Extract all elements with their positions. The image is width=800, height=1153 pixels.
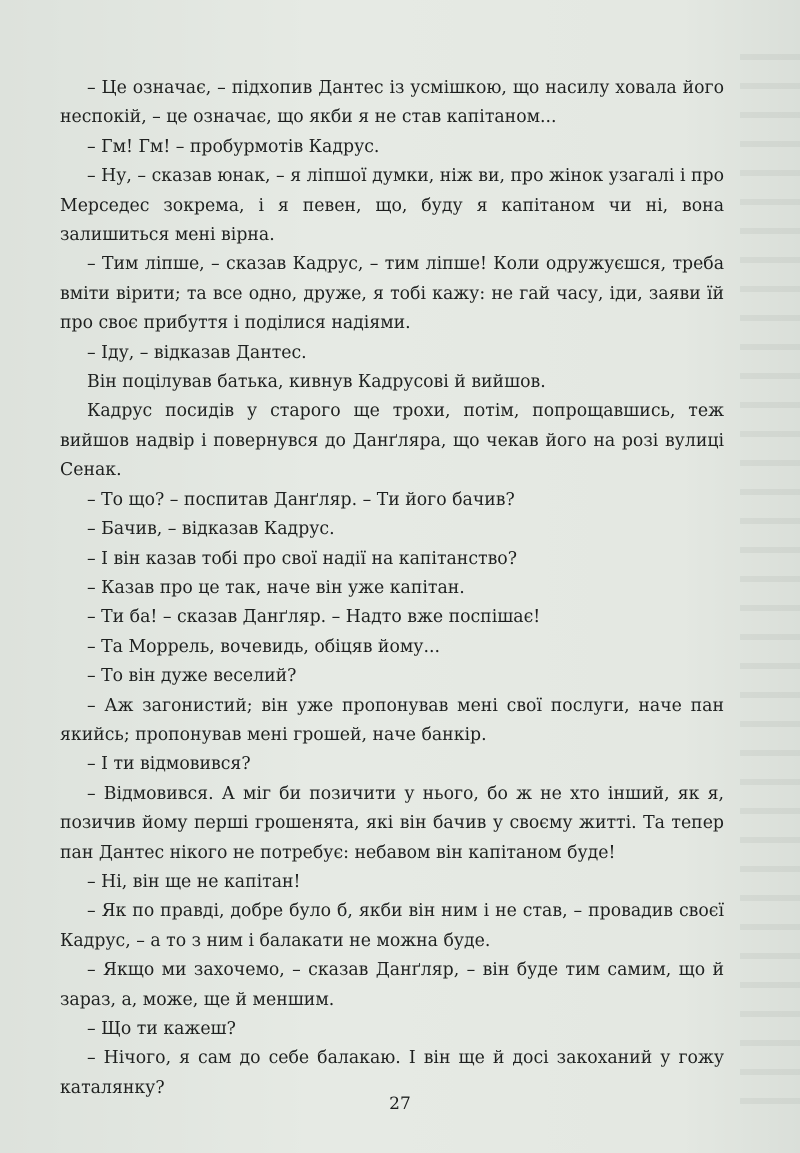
paragraph: – Це означає, – підхопив Дантес із усмішкою, що насилу ховала його неспокій, – це означає, що якби я не став капітаном...	[60, 78, 724, 128]
paragraph: – І він казав тобі про свої надії на капітанство?	[87, 548, 517, 569]
paragraph: – Ну, – сказав юнак, – я ліпшої думки, ніж ви, про жінок узагалі і про Мерседес зокрема, і я певен, що, буду я капітаном чи ні, вона залишиться мені вірна.	[60, 166, 724, 246]
paragraph: – То що? – поспитав Данґляр. – Ти його бачив?	[87, 489, 515, 510]
paragraph: – Бачив, – відказав Кадрус.	[87, 519, 335, 540]
paragraph: – Ні, він ще не капітан!	[87, 871, 301, 892]
paragraph: – Як по правді, добре було б, якби він ним і не став, – провадив своєї Кадрус, – а то з ним і балакати не можна буде.	[60, 901, 724, 951]
facing-page-bleed	[740, 40, 800, 1120]
paragraph: – Іду, – відказав Дантес.	[87, 342, 307, 363]
paragraph: – Тим ліпше, – сказав Кадрус, – тим ліпше! Коли одружуєшся, треба вміти вірити; та все одно, друже, я тобі кажу: не гай часу, іди, заяви їй про своє прибуття і поділися надіями.	[60, 254, 724, 334]
paragraph: – Якщо ми захочемо, – сказав Данґляр, – він буде тим самим, що й зараз, а, може, ще й меншим.	[60, 960, 724, 1010]
paragraph: – І ти відмовився?	[87, 754, 251, 775]
paragraph: – Що ти кажеш?	[87, 1019, 236, 1039]
page-text	[60, 74, 724, 1103]
paragraph: – Ти ба! – сказав Данґляр. – Надто вже поспішає!	[87, 607, 541, 628]
paragraph: – Та Моррель, вочевидь, обіцяв йому...	[87, 636, 440, 657]
paragraph: – Гм! Гм! – пробурмотів Кадрус.	[87, 136, 380, 157]
paragraph: – Аж загонистий; він уже пропонував мені свої послуги, наче пан якийсь; пропонував мені грошей, наче банкір.	[60, 695, 724, 745]
paragraph: – То він дуже веселий?	[87, 666, 297, 687]
paragraph: Кадрус посидів у старого ще трохи, потім, попрощавшись, теж вийшов надвір і повернувся до Данґляра, що чекав його на розі вулиці Сенак.	[60, 401, 724, 481]
paragraph: – Нічого, я сам до себе балакаю. І він ще й досі закоханий у гожу каталянку?	[60, 1048, 724, 1098]
paragraph: – Відмовився. А міг би позичити у нього, бо ж не хто інший, як я, позичив йому перші грошенята, які він бачив у своєму житті. Та тепер пан Дантес нікого не потребує: небавом він капітаном буде!	[60, 783, 724, 863]
paragraph: Він поцілував батька, кивнув Кадрусові й вийшов.	[87, 372, 546, 393]
paragraph: – Казав про це так, наче він уже капітан.	[87, 577, 465, 598]
page-number: 27	[389, 1094, 411, 1114]
